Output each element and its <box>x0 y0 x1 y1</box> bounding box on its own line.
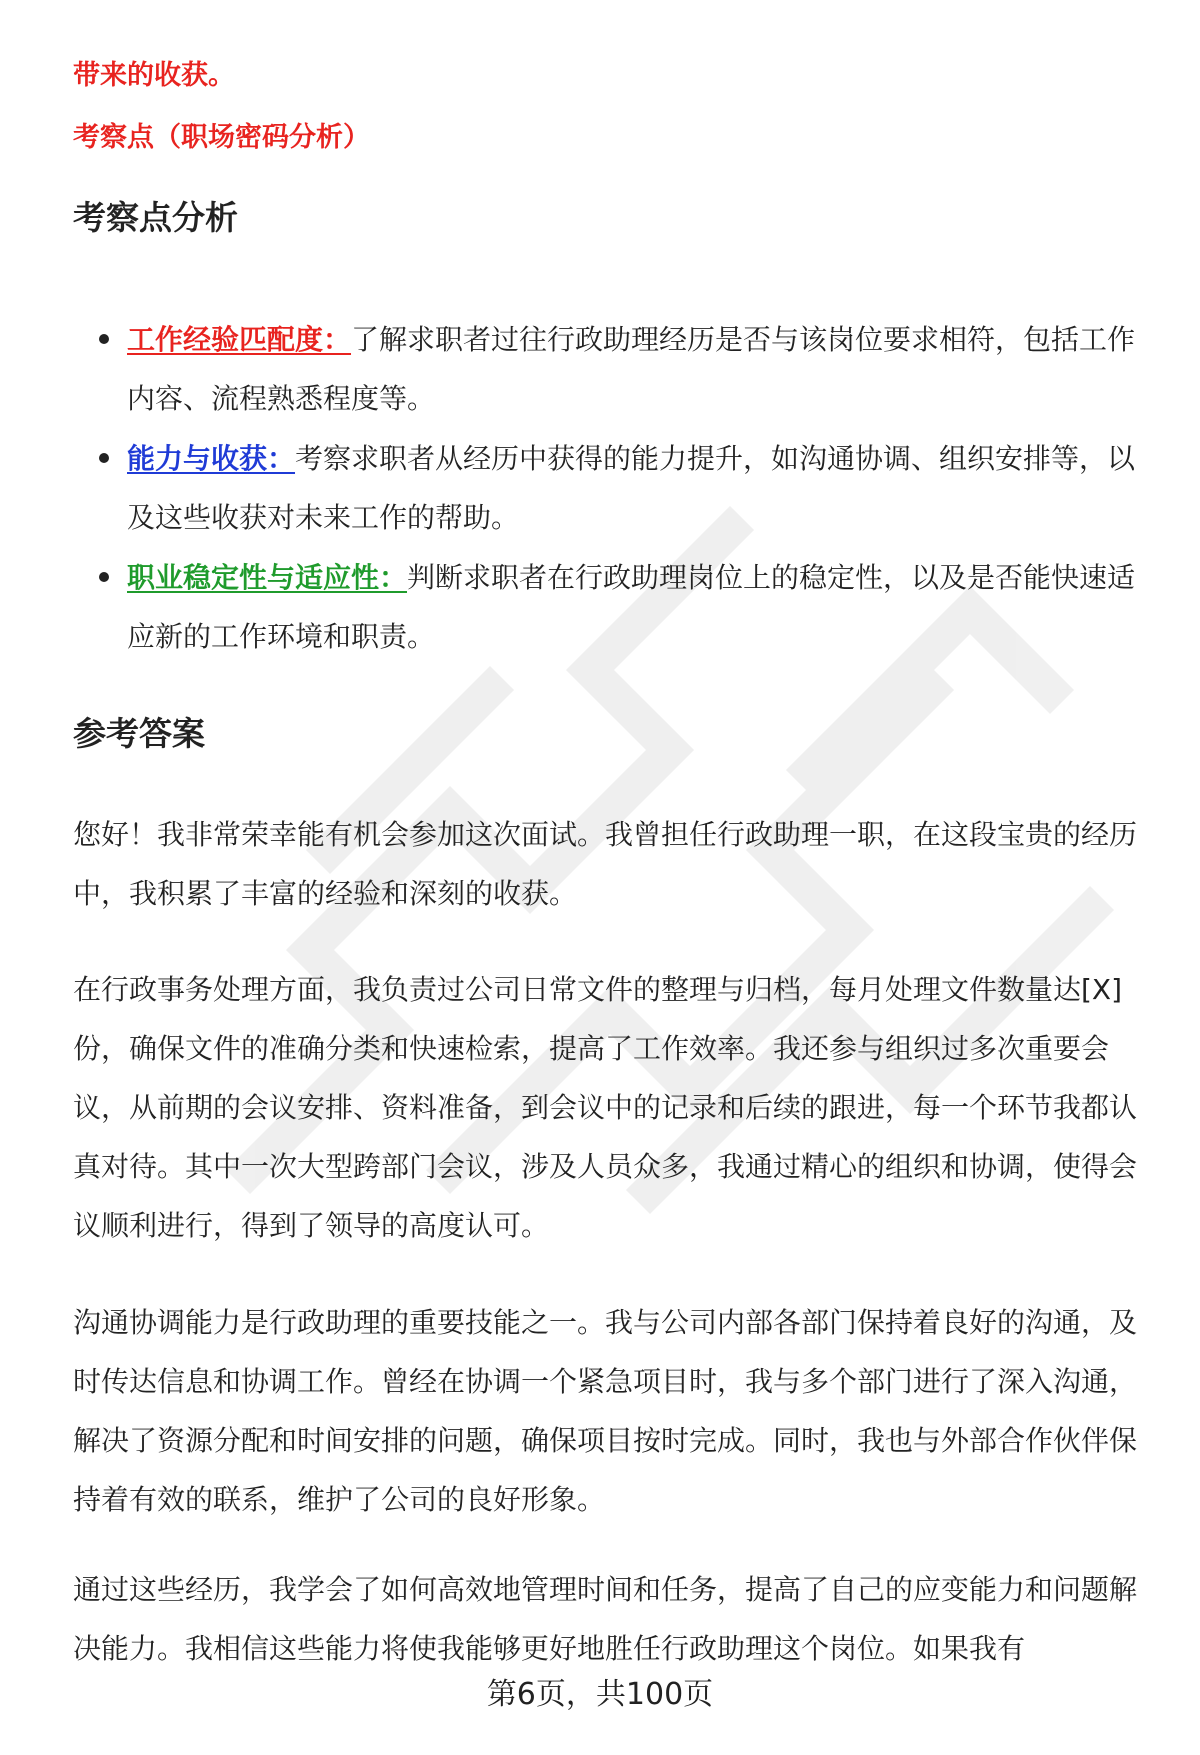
analysis-list <box>73 310 1163 667</box>
term-label: 能力与收获： <box>127 442 296 475</box>
bullet-icon <box>99 453 109 463</box>
carryover-line: 带来的收获。 <box>73 60 235 91</box>
answer-paragraph-1: 您好！我非常荣幸能有机会参加这次面试。我曾担任行政助理一职，在这段宝贵的经历中，我积累了丰富的经验和深刻的收获。 <box>73 818 1138 910</box>
term-label: 工作经验匹配度： <box>127 323 352 356</box>
answer-heading: 参考答案 <box>73 714 205 753</box>
list-item <box>73 548 1163 666</box>
analysis-heading: 考察点分析 <box>73 198 238 237</box>
term-label: 职业稳定性与适应性： <box>127 561 408 594</box>
list-item <box>73 429 1163 547</box>
page-number: 第6页，共100页 <box>486 1677 714 1712</box>
term-description: 考察求职者从经历中获得的能力提升，如沟通协调、组织安排等，以及这些收获对未来工作的帮助。 <box>127 442 1136 534</box>
bullet-icon <box>99 572 109 582</box>
section-label: 考察点（职场密码分析） <box>73 122 370 153</box>
answer-paragraph-2: 在行政事务处理方面，我负责过公司日常文件的整理与归档，每月处理文件数量达[X]份，确保文件的准确分类和快速检索，提高了工作效率。我还参与组织过多次重要会议，从前期的会议安排、资料准备，到会议中的记录和后续的跟进，每一个环节我都认真对待。其中一次大型跨部门会议，涉及人员众多，我通过精心的组织和协调，使得会议顺利进行，得到了领导的高度认可。 <box>73 973 1138 1242</box>
answer-paragraph-4: 通过这些经历，我学会了如何高效地管理时间和任务，提高了自己的应变能力和问题解决能力。我相信这些能力将使我能够更好地胜任行政助理这个岗位。如果我有 <box>73 1573 1138 1665</box>
list-item <box>73 310 1163 428</box>
bullet-icon <box>99 334 109 344</box>
term-description: 判断求职者在行政助理岗位上的稳定性，以及是否能快速适应新的工作环境和职责。 <box>127 561 1136 653</box>
answer-paragraph-3: 沟通协调能力是行政助理的重要技能之一。我与公司内部各部门保持着良好的沟通，及时传达信息和协调工作。曾经在协调一个紧急项目时，我与多个部门进行了深入沟通，解决了资源分配和时间安排的问题，确保项目按时完成。同时，我也与外部合作伙伴保持着有效的联系，维护了公司的良好形象。 <box>73 1306 1138 1516</box>
term-description: 了解求职者过往行政助理经历是否与该岗位要求相符，包括工作内容、流程熟悉程度等。 <box>127 323 1136 415</box>
